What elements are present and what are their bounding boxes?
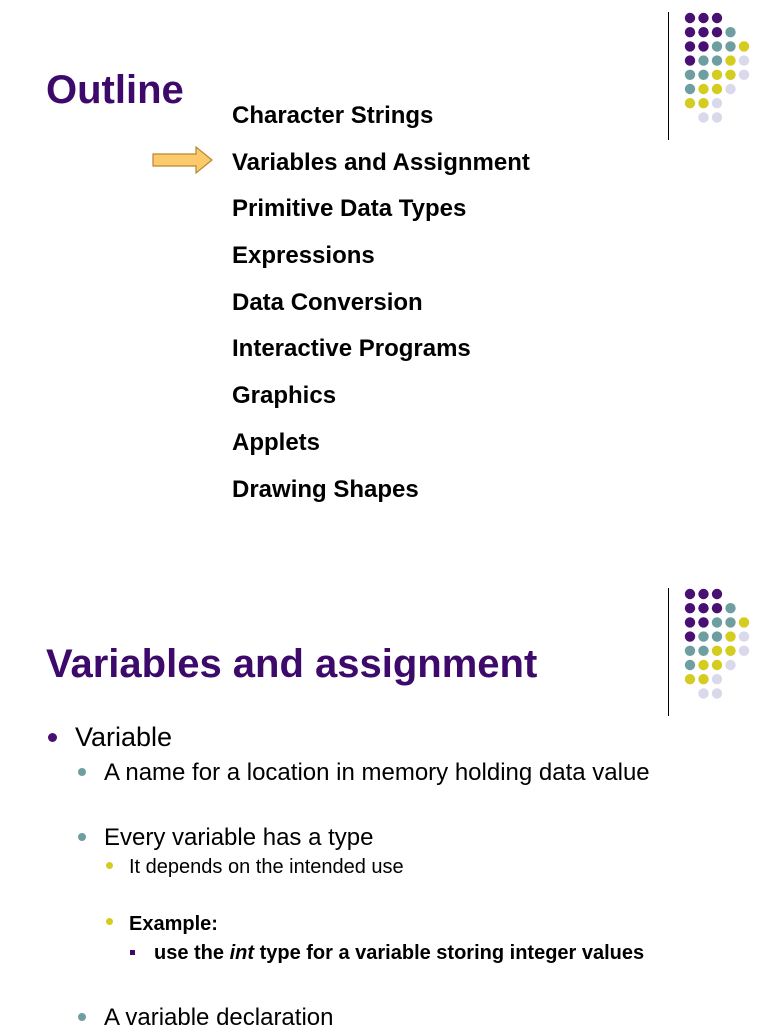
decorative-dot xyxy=(712,589,722,599)
bullet-variable: Variable xyxy=(75,722,173,752)
decorative-dot xyxy=(725,84,735,94)
decorative-dot xyxy=(698,55,708,65)
decorative-dot xyxy=(712,13,722,23)
decorative-dot xyxy=(725,603,735,613)
decorative-dot xyxy=(712,688,722,698)
decorative-dot xyxy=(739,617,749,627)
current-item-arrow-icon xyxy=(152,146,214,174)
decorative-dot xyxy=(725,55,735,65)
decorative-dot xyxy=(725,660,735,670)
outline-item: Interactive Programs xyxy=(232,335,471,363)
dot-grid-decoration xyxy=(680,584,760,704)
decorative-dot xyxy=(712,98,722,108)
outline-item: Expressions xyxy=(232,242,375,270)
decorative-dot xyxy=(725,617,735,627)
decorative-dot xyxy=(712,84,722,94)
bullet-dot-icon xyxy=(78,1013,86,1021)
decorative-dot xyxy=(698,617,708,627)
decorative-dot xyxy=(698,84,708,94)
decorative-dot xyxy=(685,589,695,599)
decorative-dot xyxy=(712,112,722,122)
decorative-dot xyxy=(685,660,695,670)
decorative-dot xyxy=(712,27,722,37)
decorative-dot xyxy=(685,646,695,656)
bullet-example-label: Example: xyxy=(129,913,218,935)
content-slide xyxy=(0,576,768,1031)
decorative-dot xyxy=(725,646,735,656)
decorative-dot xyxy=(698,674,708,684)
decorative-dot xyxy=(698,112,708,122)
decorative-dot xyxy=(712,631,722,641)
decorative-dot xyxy=(698,688,708,698)
example-post: type for a variable storing integer values xyxy=(254,942,645,964)
outline-item: Primitive Data Types xyxy=(232,195,467,223)
decorative-dot xyxy=(698,603,708,613)
outline-item: Character Strings xyxy=(232,102,434,129)
decorative-dot xyxy=(685,674,695,684)
decorative-dot xyxy=(698,13,708,23)
slide-title: Outline xyxy=(46,68,184,112)
bullet-example-text xyxy=(154,942,644,965)
bullet-name-desc: A name for a location in memory holding data value xyxy=(104,759,650,786)
decorative-dot xyxy=(739,41,749,51)
decorative-dot xyxy=(698,660,708,670)
decorative-dot xyxy=(712,617,722,627)
decorative-dot xyxy=(685,603,695,613)
decorative-dot xyxy=(698,41,708,51)
decorative-dot xyxy=(685,617,695,627)
outline-item-current: Variables and Assignment xyxy=(232,148,530,176)
decorative-dot xyxy=(725,70,735,80)
example-pre: use the xyxy=(154,942,230,964)
decorative-dot xyxy=(685,27,695,37)
bullet-dot-icon xyxy=(78,768,86,776)
decorative-dot xyxy=(698,70,708,80)
decorative-dot xyxy=(698,589,708,599)
decorative-dot xyxy=(725,27,735,37)
decorative-dot xyxy=(739,55,749,65)
decorative-dot xyxy=(739,70,749,80)
bullet-type-desc: Every variable has a type xyxy=(104,824,374,851)
decorative-dot xyxy=(712,674,722,684)
bullet-dot-icon xyxy=(48,733,57,742)
decorative-dot xyxy=(698,646,708,656)
dot-grid-decoration xyxy=(680,8,760,128)
decorative-dot xyxy=(739,646,749,656)
decorative-dot xyxy=(685,98,695,108)
slide-title: Variables and assignment xyxy=(46,642,538,686)
decorative-dot xyxy=(698,27,708,37)
decorative-dot xyxy=(712,41,722,51)
decorative-dot xyxy=(712,646,722,656)
decorative-dot xyxy=(725,41,735,51)
decorative-dot xyxy=(739,631,749,641)
bullet-declaration: A variable declaration xyxy=(104,1004,334,1031)
bullet-depends: It depends on the intended use xyxy=(129,856,404,878)
decorative-dot xyxy=(685,55,695,65)
example-keyword: int xyxy=(229,942,255,964)
decorative-dot xyxy=(685,631,695,641)
decorative-dot xyxy=(685,84,695,94)
bullet-dot-icon xyxy=(78,833,86,841)
decorative-dot xyxy=(725,631,735,641)
decorative-dot xyxy=(685,13,695,23)
outline-item: Drawing Shapes xyxy=(232,475,419,503)
decorative-dot xyxy=(712,70,722,80)
outline-item: Data Conversion xyxy=(232,288,423,316)
decorative-dot xyxy=(685,41,695,51)
outline-list xyxy=(232,99,530,519)
divider-line xyxy=(668,12,669,140)
decorative-dot xyxy=(712,55,722,65)
decorative-dot xyxy=(698,98,708,108)
bullet-dot-icon xyxy=(106,918,113,925)
decorative-dot xyxy=(698,631,708,641)
outline-item: Applets xyxy=(232,428,321,456)
bullet-dot-icon xyxy=(106,862,113,869)
outline-item: Graphics xyxy=(232,382,337,410)
divider-line xyxy=(668,588,669,716)
decorative-dot xyxy=(685,70,695,80)
bullet-square-icon xyxy=(130,950,135,955)
decorative-dot xyxy=(712,603,722,613)
decorative-dot xyxy=(712,660,722,670)
